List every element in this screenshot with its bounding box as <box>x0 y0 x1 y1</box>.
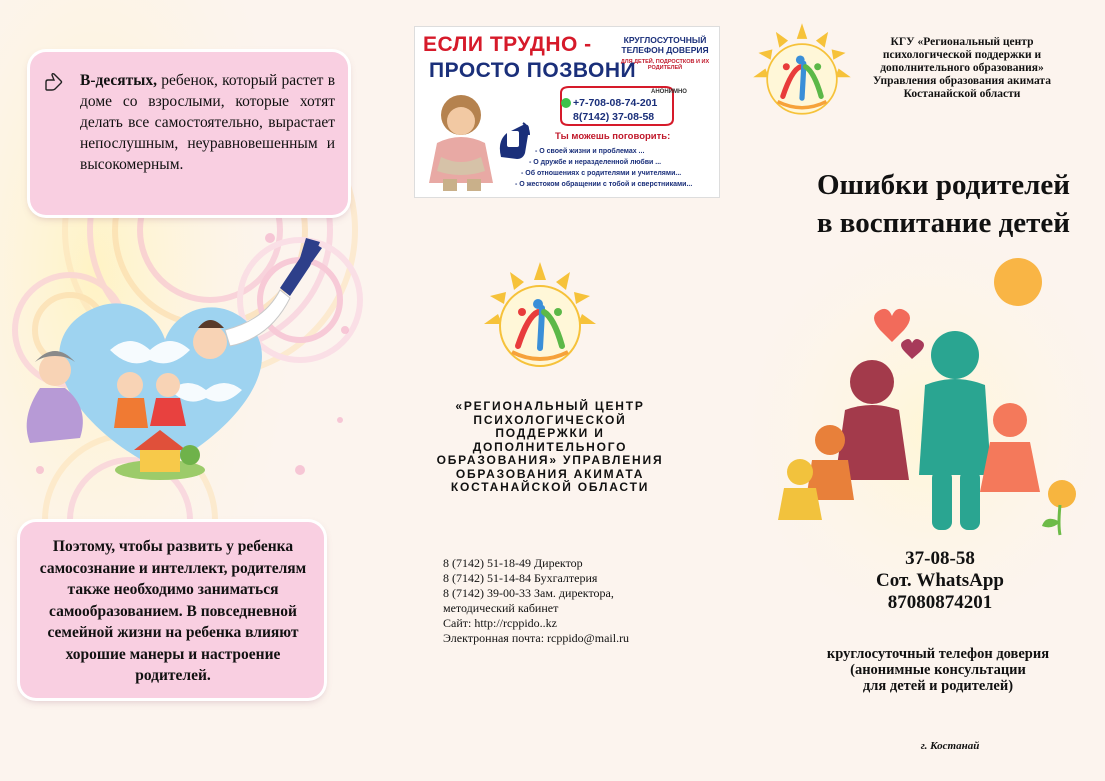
title-line1: Ошибки родителей <box>816 169 1070 201</box>
contacts-list <box>443 556 683 646</box>
card1-text <box>80 70 335 175</box>
banner-title-line1: ЕСЛИ ТРУДНО - <box>423 33 592 56</box>
right-org-name: КГУ «Региональный центр психологической поддержки и дополнительного образования» Управления образования акимата Костанайской области <box>873 36 1051 100</box>
right-phone: 37-08-58 <box>905 548 975 569</box>
card2-text: Поэтому, чтобы развить у ребенка самосознание и интеллект, родителям также необходимо заниматься самообразованием. В повседневной семейной жизни на ребенка влияют хорошие манеры и настроение родителей. <box>39 538 307 684</box>
banner-phone1: +7-708-08-74-201 <box>573 97 658 109</box>
banner-anonymous: АНОНИМНО <box>651 89 687 95</box>
list-item: - О жестоком обращении с тобой и сверстниками... <box>515 181 693 188</box>
city-label: г. Костанай <box>920 740 980 752</box>
right-phones <box>840 548 1040 614</box>
center-logo <box>478 262 602 374</box>
list-item: Сайт: http://rcppido..kz <box>443 616 557 630</box>
list-item: - О дружбе и неразделенной любви ... <box>529 159 662 166</box>
right-logo <box>748 20 856 124</box>
banner-hotline: КРУГЛОСУТОЧНЫЙ ТЕЛЕФОН ДОВЕРИЯ <box>621 35 709 55</box>
list-item: методический кабинет <box>443 601 559 615</box>
whatsapp-number: 87080874201 <box>887 592 993 613</box>
whatsapp-label: Сот. WhatsApp <box>875 570 1005 591</box>
list-item: Электронная почта: rcppido@mail.ru <box>443 631 630 645</box>
card1-lead: В-десятых, <box>80 72 158 89</box>
banner-topic-list <box>515 146 717 190</box>
banner-hotline-sub: ДЛЯ ДЕТЕЙ, ПОДРОСТКОВ И ИХ РОДИТЕЛЕЙ <box>620 59 710 71</box>
info-card-conclusion <box>20 522 324 698</box>
whatsapp-icon <box>561 98 571 108</box>
center-org-name: «РЕГИОНАЛЬНЫЙ ЦЕНТР ПСИХОЛОГИЧЕСКОЙ ПОДДЕРЖКИ И ДОПОЛНИТЕЛЬНОГО ОБРАЗОВАНИЯ» УПРАВЛЕНИЯ ОБРАЗОВАНИЯ АКИМАТА КОСТАНАЙСКОЙ ОБЛАСТИ <box>436 399 664 494</box>
list-item: 8 (7142) 51-14-84 Бухгалтерия <box>443 571 598 585</box>
list-item: - О своей жизни и проблемах ... <box>535 148 645 155</box>
list-item: 8 (7142) 39-00-33 Зам. директора, <box>443 586 614 600</box>
info-card-tenth <box>30 52 348 215</box>
page-title <box>770 166 1070 242</box>
banner-title-line2: ПРОСТО ПОЗВОНИ <box>429 59 637 82</box>
title-line2: в воспитание детей <box>816 207 1070 239</box>
hotline-line3: для детей и родителей) <box>862 678 1014 694</box>
list-item: 8 (7142) 51-18-49 Директор <box>443 556 583 570</box>
hotline-banner <box>414 26 720 198</box>
banner-talk-heading: Ты можешь поговорить: <box>555 131 671 142</box>
right-hotline <box>808 646 1068 694</box>
hotline-line1: круглосуточный телефон доверия <box>826 646 1050 662</box>
card1-body: ребенок, который растет в доме со взрослыми, которые хотят делать все самостоятельно, вырастает непослушным, неуравновешенным и высокомерным. <box>80 72 336 173</box>
banner-phone2: 8(7142) 37-08-58 <box>573 111 655 123</box>
pointing-hand-icon <box>44 72 66 92</box>
hotline-line2: (анонимные консультации <box>850 662 1026 678</box>
list-item: - Об отношениях с родителями и учителями... <box>521 170 682 177</box>
